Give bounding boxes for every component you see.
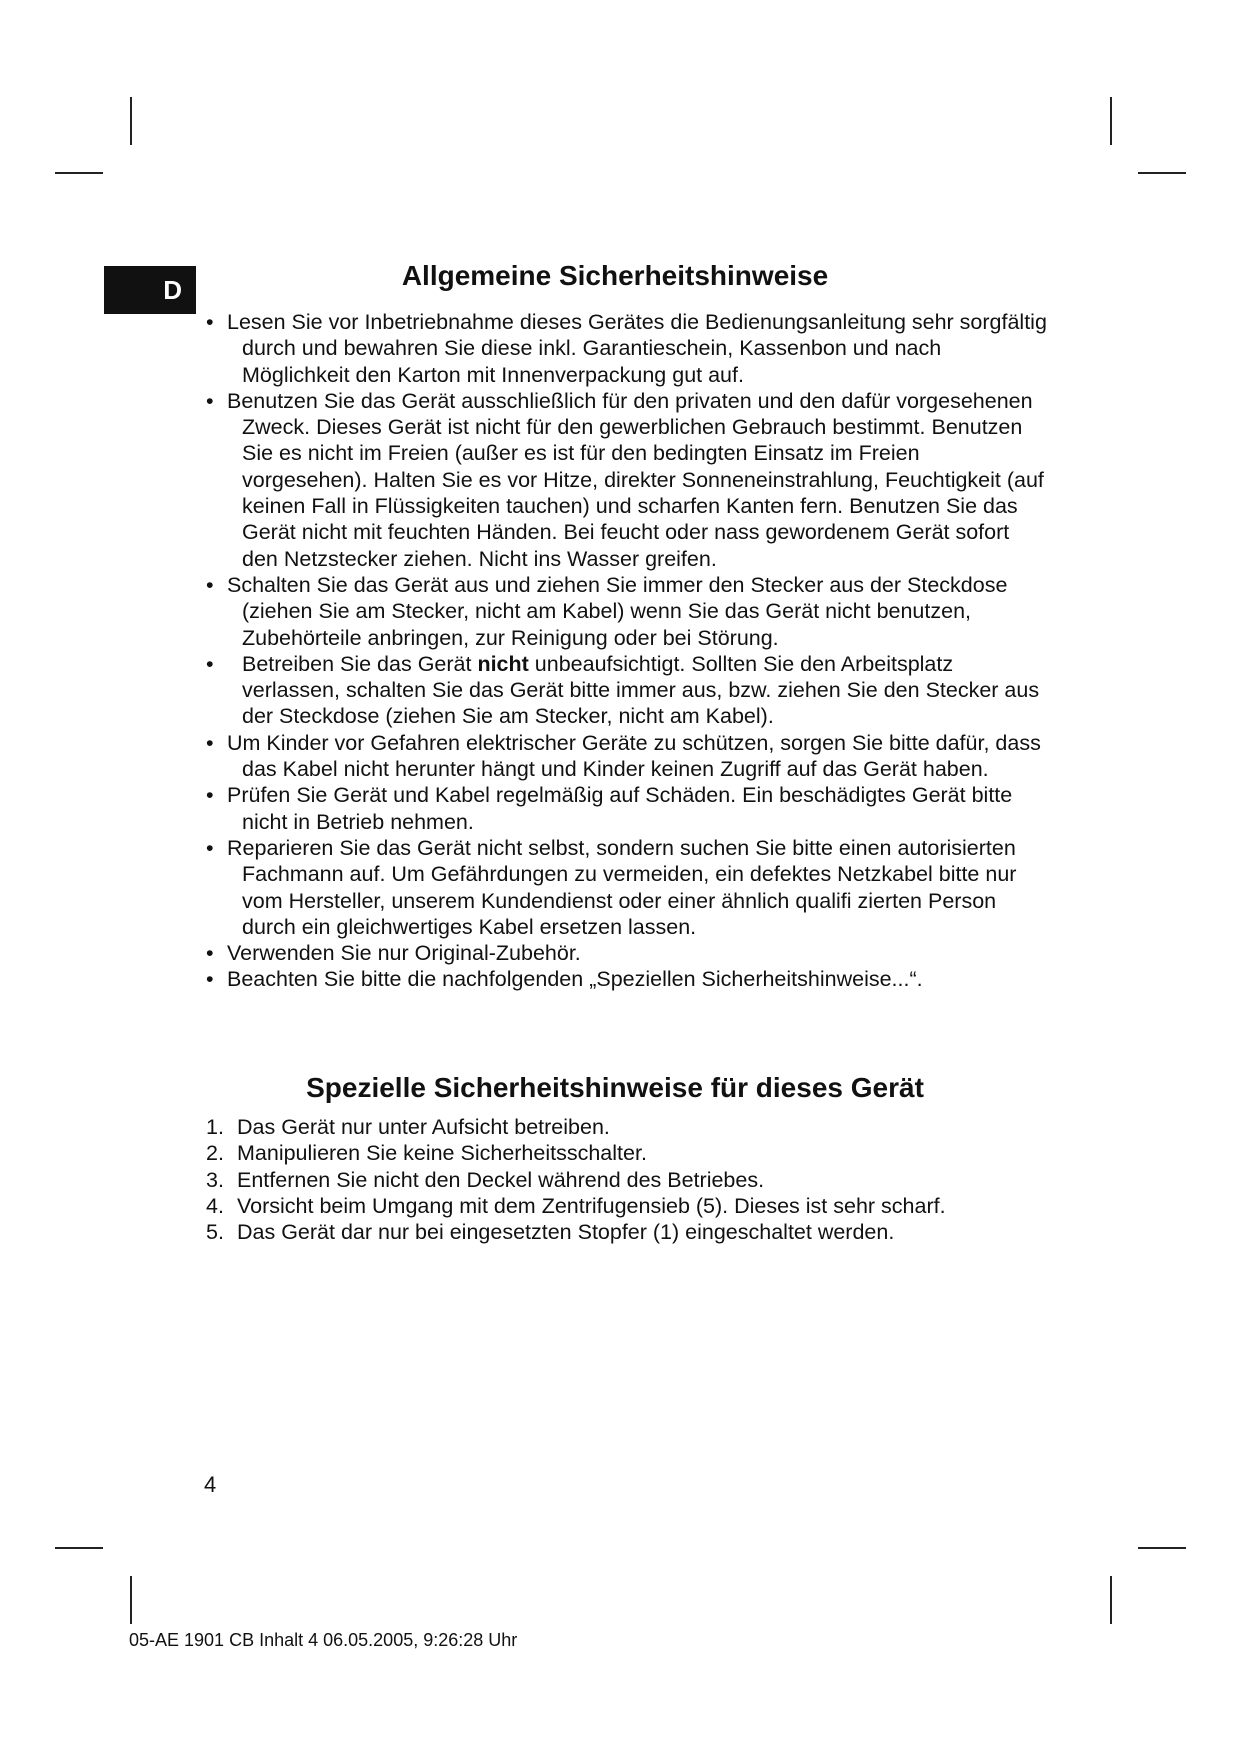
emphasis-text: nicht <box>477 651 529 676</box>
list-item <box>206 1219 1051 1245</box>
section-title-special-safety: Spezielle Sicherheitshinweise für dieses Gerät <box>306 1072 924 1103</box>
list-item: • Benutzen Sie das Gerät ausschließlich für den privaten und den dafür vorgesehenen Zweck. Dieses Gerät ist nicht für den gewerblichen Gebrauch bestimmt. Benutzen Sie es nicht im Freien (außer es ist für den bedingten Einsatz im Freien vorgesehen). Halten Sie es vor Hitze, direkter Sonneneinstrahlung, Feuchtigkeit (auf keinen Fall in Flüssigkeiten tauchen) und scharfen Kanten fern. Benutzen Sie das Gerät nicht mit feuchten Händen. Bei feucht oder nass gewordenem Gerät sofort den Netzstecker ziehen. Nicht ins Wasser greifen. <box>206 388 1051 572</box>
list-item-text: Das Gerät dar nur bei eingesetzten Stopfer (1) eingeschaltet werden. <box>237 1220 895 1245</box>
list-item: • Beachten Sie bitte die nachfolgenden „Speziellen Sicherheitshinweise...“. <box>206 966 1051 992</box>
crop-mark-bottom-right-horizontal <box>1138 1547 1186 1549</box>
list-number: 1. <box>206 1115 224 1139</box>
crop-mark-bottom-left-horizontal <box>55 1547 103 1549</box>
list-item <box>206 1193 1051 1219</box>
list-item: • Schalten Sie das Gerät aus und ziehen Sie immer den Stecker aus der Steckdose (ziehen Sie am Stecker, nicht am Kabel) wenn Sie das Gerät nicht benutzen, Zubehörteile anbringen, zur Reinigung oder bei Störung. <box>206 572 1051 651</box>
list-item: • Prüfen Sie Gerät und Kabel regelmäßig auf Schäden. Ein beschädigtes Gerät bitte nicht in Betrieb nehmen. <box>206 782 1051 835</box>
list-item-text: Vorsicht beim Umgang mit dem Zentrifugensieb (5). Dieses ist sehr scharf. <box>237 1193 946 1218</box>
list-item-text: Das Gerät nur unter Aufsicht betreiben. <box>237 1115 610 1139</box>
crop-mark-top-left-vertical <box>130 97 132 145</box>
list-item: • Lesen Sie vor Inbetriebnahme dieses Gerätes die Bedienungsanleitung sehr sorgfältig durch und bewahren Sie diese inkl. Garantieschein, Kassenbon und nach Möglichkeit den Karton mit Innenverpackung gut auf. <box>206 309 1051 388</box>
crop-mark-top-right-horizontal <box>1138 172 1186 174</box>
list-item: • Reparieren Sie das Gerät nicht selbst, sondern suchen Sie bitte einen autorisierten Fachmann auf. Um Gefährdungen zu vermeiden, ein defektes Netzkabel bitte nur vom Hersteller, unserem Kundendienst oder einer ähnlich qualifi zierten Person durch ein gleichwertiges Kabel ersetzen lassen. <box>206 835 1051 940</box>
crop-mark-bottom-right-vertical <box>1110 1576 1112 1624</box>
print-footer: 05-AE 1901 CB Inhalt 4 06.05.2005, 9:26:28 Uhr <box>129 1630 518 1650</box>
list-item-text: Entfernen Sie nicht den Deckel während des Betriebes. <box>237 1167 765 1192</box>
list-item-text: unbeaufsichtigt. Sollten Sie den Arbeitsplatz verlassen, schalten Sie das Gerät bitte immer aus, bzw. ziehen Sie den Stecker aus der Steckdose (ziehen Sie am Stecker, nicht am Kabel). <box>242 651 1040 729</box>
crop-mark-top-left-horizontal <box>55 172 103 174</box>
list-item: • Verwenden Sie nur Original-Zubehör. <box>206 940 1051 966</box>
language-tab: D <box>104 266 196 314</box>
list-item <box>206 651 1051 730</box>
list-number: 3. <box>206 1167 224 1192</box>
list-item <box>206 1114 1051 1140</box>
general-safety-list <box>206 309 1051 993</box>
list-number: 2. <box>206 1141 224 1166</box>
special-safety-list <box>206 1114 1051 1245</box>
list-item-text: Betreiben Sie das Gerät <box>242 651 478 676</box>
list-number: 4. <box>206 1193 224 1218</box>
page-number: 4 <box>204 1472 217 1497</box>
list-item: • Um Kinder vor Gefahren elektrischer Geräte zu schützen, sorgen Sie bitte dafür, dass das Kabel nicht herunter hängt und Kinder keinen Zugriff auf das Gerät haben. <box>206 730 1051 783</box>
crop-mark-bottom-left-vertical <box>130 1576 132 1624</box>
list-item-text: Manipulieren Sie keine Sicherheitsschalter. <box>237 1141 647 1166</box>
list-item <box>206 1140 1051 1166</box>
section-title-general-safety: Allgemeine Sicherheitshinweise <box>401 260 829 291</box>
list-number: 5. <box>206 1220 224 1245</box>
crop-mark-top-right-vertical <box>1110 97 1112 145</box>
list-item <box>206 1167 1051 1193</box>
